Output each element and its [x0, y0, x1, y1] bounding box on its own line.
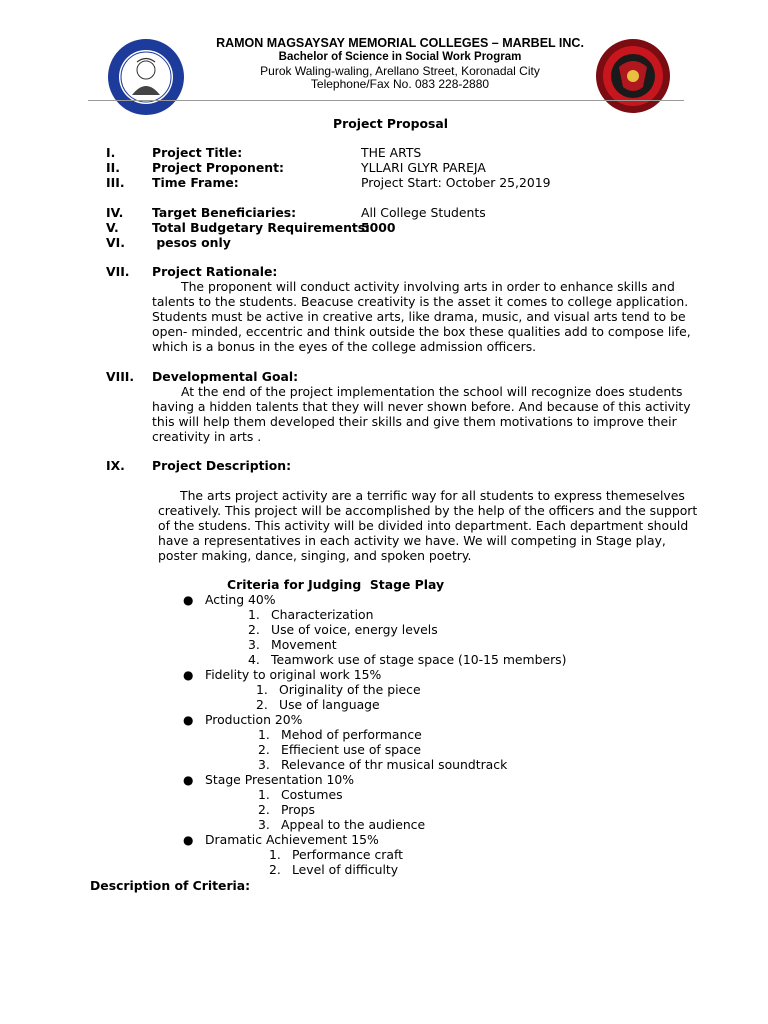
section-number: IX. — [106, 458, 125, 473]
description-paragraph — [158, 488, 698, 563]
criteria-heading: Criteria for Judging Stage Play — [227, 577, 445, 592]
criteria-item: Mehod of performance — [281, 727, 422, 742]
item-label: Total Budgetary Requirements: — [152, 220, 371, 235]
criteria-group-label: Dramatic Achievement 15% — [205, 832, 379, 847]
item-value: 5000 — [361, 220, 396, 235]
description-of-criteria-heading: Description of Criteria: — [90, 878, 251, 893]
item-number: III. — [106, 175, 125, 190]
item-number: II. — [106, 160, 120, 175]
criteria-item-number: 1. — [248, 607, 260, 622]
criteria-item-number: 1. — [269, 847, 281, 862]
paragraph-line: Students must be active in creative arts, like drama, music, and visual arts tend to be — [152, 309, 686, 324]
criteria-item-number: 2. — [258, 802, 270, 817]
criteria-item: Appeal to the audience — [281, 817, 426, 832]
paragraph-line: The proponent will conduct activity involving arts in order to enhance skills and — [181, 279, 675, 294]
bullet-icon: ● — [183, 773, 194, 787]
item-label: Project Title: — [152, 145, 243, 160]
item-value: YLLARI GLYR PAREJA — [361, 160, 486, 175]
item-value: THE ARTS — [361, 145, 422, 160]
item-value: All College Students — [361, 205, 486, 220]
paragraph-line: having a hidden talents that they will never shown before. And because of this activity — [152, 399, 691, 414]
criteria-item-number: 2. — [256, 697, 268, 712]
criteria-item: Costumes — [281, 787, 343, 802]
criteria-item-number: 4. — [248, 652, 260, 667]
criteria-item: Characterization — [271, 607, 374, 622]
paragraph-line: of the studens. This activity will be divided into department. Each department should — [158, 518, 689, 533]
criteria-item: Effiecient use of space — [281, 742, 422, 757]
item-label: Project Proponent: — [152, 160, 284, 175]
criteria-item: Movement — [271, 637, 337, 652]
paragraph-line: have a representatives in each activity we have. We will competing in Stage play, — [158, 533, 666, 548]
document-title: Project Proposal — [333, 116, 449, 131]
criteria-item-number: 2. — [269, 862, 281, 877]
criteria-item-number: 3. — [258, 817, 270, 832]
criteria-item: Props — [281, 802, 315, 817]
header-divider — [88, 100, 684, 101]
bullet-icon: ● — [183, 668, 194, 682]
item-label: pesos only — [152, 235, 231, 250]
institution-name: RAMON MAGSAYSAY MEMORIAL COLLEGES – MARBEL INC. — [216, 36, 584, 50]
paragraph-line: The arts project activity are a terrific way for all students to express themeselves — [180, 488, 685, 503]
item-label: Time Frame: — [152, 175, 239, 190]
criteria-item: Use of voice, energy levels — [271, 622, 438, 637]
institution-telephone: Telephone/Fax No. 083 228-2880 — [310, 77, 490, 91]
paragraph-line: which is a bonus in the eyes of the college admission officers. — [152, 339, 537, 354]
criteria-item: Relevance of thr musical soundtrack — [281, 757, 508, 772]
item-number: VI. — [106, 235, 125, 250]
criteria-item: Teamwork use of stage space (10-15 members) — [271, 652, 567, 667]
item-number: IV. — [106, 205, 124, 220]
section-number: VII. — [106, 264, 130, 279]
criteria-group-label: Acting 40% — [205, 592, 276, 607]
section-number: VIII. — [106, 369, 135, 384]
section-heading: Developmental Goal: — [152, 369, 299, 384]
paragraph-line: open- minded, eccentric and think outside the box these qualities add to compose life, — [152, 324, 691, 339]
criteria-item: Performance craft — [292, 847, 403, 862]
item-number: V. — [106, 220, 119, 235]
criteria-item: Level of difficulty — [292, 862, 399, 877]
paragraph-line: talents to the students. Beacuse creativity is the asset it comes to college application. — [152, 294, 689, 309]
paragraph-line: creatively. This project will be accomplished by the help of the officers and the support — [158, 503, 698, 518]
section-heading: Project Rationale: — [152, 264, 278, 279]
criteria-item: Originality of the piece — [279, 682, 421, 697]
bullet-icon: ● — [183, 833, 194, 847]
section-heading: Project Description: — [152, 458, 292, 473]
institution-address: Purok Waling-waling, Arellano Street, Koronadal City — [260, 64, 540, 78]
rationale-paragraph — [152, 279, 691, 354]
criteria-item-number: 1. — [258, 727, 270, 742]
criteria-group-label: Fidelity to original work 15% — [205, 667, 382, 682]
criteria-item-number: 3. — [248, 637, 260, 652]
bullet-icon: ● — [183, 593, 194, 607]
criteria-item-number: 1. — [258, 787, 270, 802]
criteria-item-number: 1. — [256, 682, 268, 697]
criteria-item-number: 2. — [248, 622, 260, 637]
item-label: Target Beneficiaries: — [152, 205, 297, 220]
paragraph-line: poster making, dance, singing, and spoken poetry. — [158, 548, 472, 563]
item-number: I. — [106, 145, 116, 160]
program-name: Bachelor of Science in Social Work Program — [278, 51, 522, 63]
criteria-item-number: 3. — [258, 757, 270, 772]
bullet-icon: ● — [183, 713, 194, 727]
item-value: Project Start: October 25,2019 — [361, 175, 551, 190]
criteria-item-number: 2. — [258, 742, 270, 757]
goal-paragraph — [152, 384, 691, 444]
paragraph-line: creativity in arts . — [152, 429, 262, 444]
criteria-group-label: Stage Presentation 10% — [205, 772, 355, 787]
paragraph-line: At the end of the project implementation the school will recognize does students — [181, 384, 683, 399]
paragraph-line: this will help them developed their skills and give them motivations to improve their — [152, 414, 677, 429]
criteria-item: Use of language — [279, 697, 380, 712]
criteria-group-label: Production 20% — [205, 712, 303, 727]
